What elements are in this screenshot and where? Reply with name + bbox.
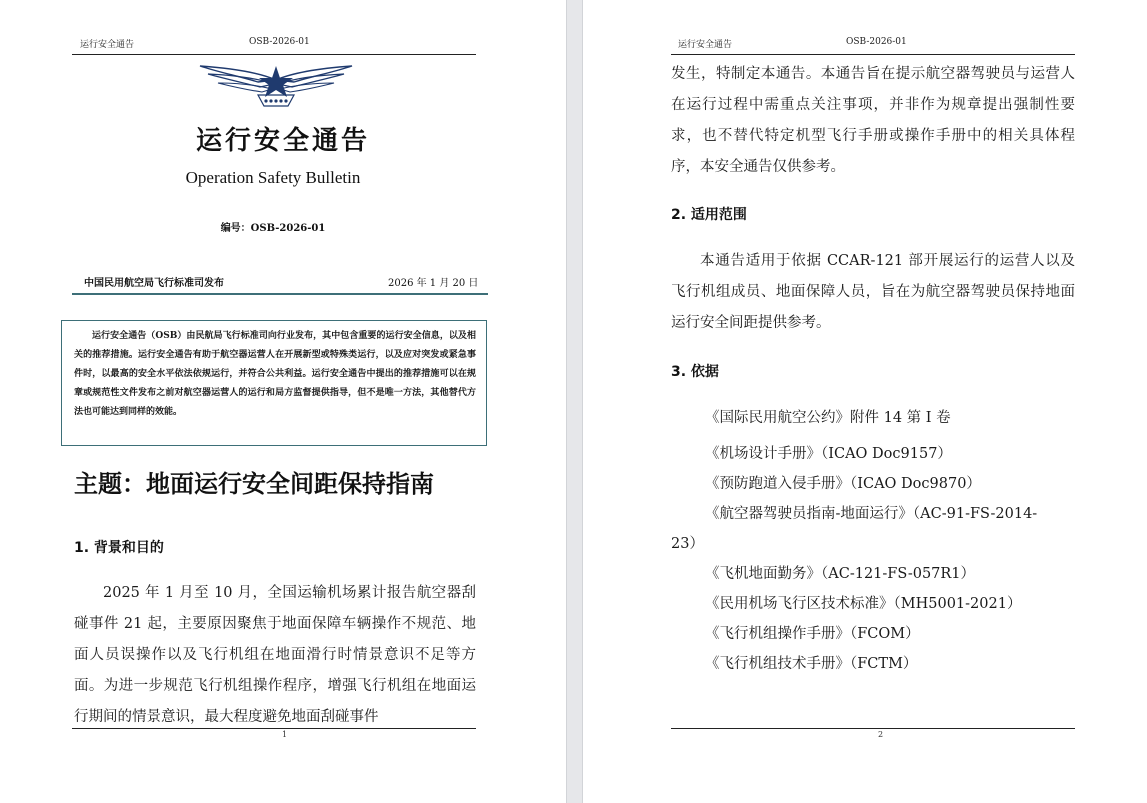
document-page-2 bbox=[583, 0, 1147, 803]
page-number: 2 bbox=[878, 730, 884, 739]
reference-item: 《国际民用航空公约》附件 14 第 I 卷 bbox=[705, 410, 951, 426]
reference-item: 《飞机地面勤务》（AC-121-FS-057R1） bbox=[705, 566, 976, 582]
section-1-text: 2025 年 1 月至 10 月，全国运输机场累计报告航空器刮碰事件 21 起，主要原因聚焦于地面保障车辆操作不规范、地面人员误操作以及飞行机组在地面滑行时情景意识不足等方面。为进一步规范飞行机组操作程序，增强飞行机组在地面运行期间的情景意识，最大程度避免地面刮碰事件 bbox=[74, 585, 476, 725]
bulletin-title-en: Operation Safety Bulletin bbox=[185, 168, 361, 187]
footer-rule bbox=[72, 728, 476, 729]
notice-box bbox=[61, 320, 487, 446]
reference-item: 《机场设计手册》（ICAO Doc9157） bbox=[705, 446, 952, 462]
issue-date: 2026 年 1 月 20 日 bbox=[388, 278, 479, 289]
section-1-heading: 1. 背景和目的 bbox=[74, 540, 164, 556]
page-gutter bbox=[566, 0, 583, 803]
reference-item: 《航空器驾驶员指南-地面运行》（AC-91-FS-2014- bbox=[705, 506, 1038, 522]
reference-item: 《预防跑道入侵手册》（ICAO Doc9870） bbox=[705, 476, 981, 492]
issuer-label: 中国民用航空局飞行标准司发布 bbox=[84, 278, 224, 289]
subject-heading: 主题：地面运行安全间距保持指南 bbox=[74, 470, 434, 498]
footer-rule bbox=[671, 728, 1075, 729]
section-2-heading: 2. 适用范围 bbox=[671, 207, 747, 223]
reference-item: 《飞行机组操作手册》（FCOM） bbox=[705, 626, 920, 642]
header-label: 运行安全通告 bbox=[80, 40, 135, 50]
document-page-1 bbox=[0, 0, 566, 803]
section-3-heading: 3. 依据 bbox=[671, 364, 719, 380]
header-doc-code: OSB-2026-01 bbox=[846, 37, 907, 47]
page-number: 1 bbox=[282, 730, 288, 739]
notice-text: 运行安全通告（OSB）由民航局飞行标准司向行业发布，其中包含重要的运行安全信息，以及相关的推荐措施。运行安全通告有助于航空器运营人在开展新型或特殊类运行，以及应对突发或紧急事件时，以最高的安全水平依法依规运行，并符合公共利益。运行安全通告中提出的推荐措施可以在规章或规范性文件发布之前对航空器运营人的运行和局方监督提供指导，但不是唯一方法，其他替代方法也可能达到同样的效能。 bbox=[74, 331, 476, 417]
winged-star-emblem-icon bbox=[198, 62, 354, 108]
header-rule bbox=[671, 54, 1075, 55]
header-doc-code: OSB-2026-01 bbox=[249, 37, 310, 47]
bulletin-number: 编号：OSB-2026-01 bbox=[220, 223, 326, 234]
continued-text: 发生，特制定本通告。本通告旨在提示航空器驾驶员与运营人在运行过程中需重点关注事项，并非作为规章提出强制性要求，也不替代特定机型飞行手册或操作手册中的相关具体程序，本安全通告仅供参考。 bbox=[671, 66, 1075, 175]
reference-item: 《飞行机组技术手册》（FCTM） bbox=[705, 656, 918, 672]
header-label: 运行安全通告 bbox=[678, 40, 733, 50]
bulletin-title-cn: 运行安全通告 bbox=[195, 126, 370, 156]
reference-item: 23） bbox=[671, 536, 704, 552]
reference-item: 《民用机场飞行区技术标准》（MH5001-2021） bbox=[705, 596, 1022, 612]
header-rule bbox=[72, 54, 476, 55]
issuer-rule bbox=[72, 293, 488, 295]
section-2-text: 本通告适用于依据 CCAR-121 部开展运行的运营人以及飞行机组成员、地面保障人员，旨在为航空器驾驶员保持地面运行安全间距提供参考。 bbox=[671, 253, 1075, 331]
reference-list bbox=[671, 403, 1079, 679]
